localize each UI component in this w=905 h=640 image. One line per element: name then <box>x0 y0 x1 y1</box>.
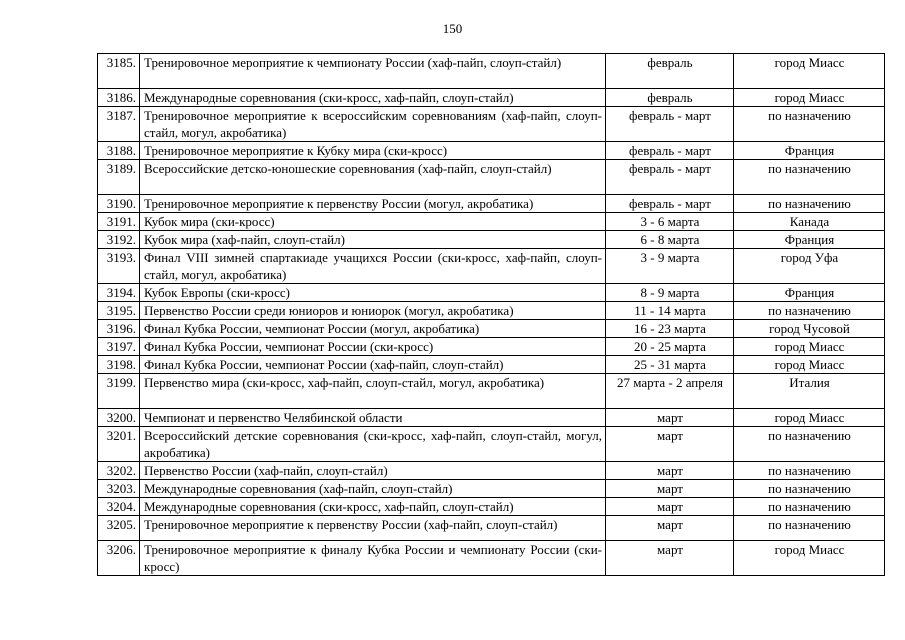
event-place: город Миасс <box>734 356 885 374</box>
row-number: 3202. <box>98 462 140 480</box>
event-name: Всероссийский детские соревнования (ски-кросс, хаф-пайп, слоуп-стайл, могул, акробатика) <box>140 427 606 462</box>
event-date: 8 - 9 марта <box>606 284 734 302</box>
event-date: февраль - март <box>606 195 734 213</box>
row-number: 3198. <box>98 356 140 374</box>
event-place: город Чусовой <box>734 320 885 338</box>
event-name: Финал Кубка России, чемпионат России (хаф-пайп, слоуп-стайл) <box>140 356 606 374</box>
row-number: 3189. <box>98 160 140 195</box>
event-name: Кубок Европы (ски-кросс) <box>140 284 606 302</box>
event-name: Чемпионат и первенство Челябинской области <box>140 409 606 427</box>
table-row <box>98 427 885 462</box>
event-date: февраль <box>606 89 734 107</box>
event-name: Кубок мира (ски-кросс) <box>140 213 606 231</box>
table-row <box>98 338 885 356</box>
row-number: 3190. <box>98 195 140 213</box>
event-name: Международные соревнования (хаф-пайп, слоуп-стайл) <box>140 480 606 498</box>
table-row <box>98 480 885 498</box>
event-name: Финал VIII зимней спартакиаде учащихся России (ски-кросс, хаф-пайп, слоуп-стайл, могул, акробатика) <box>140 249 606 284</box>
event-date: март <box>606 516 734 541</box>
events-table <box>97 53 885 576</box>
event-date: март <box>606 541 734 576</box>
row-number: 3188. <box>98 142 140 160</box>
event-place: город Миасс <box>734 89 885 107</box>
event-name: Тренировочное мероприятие к финалу Кубка России и чемпионату России (ски-кросс) <box>140 541 606 576</box>
event-place: по назначению <box>734 516 885 541</box>
table-row <box>98 409 885 427</box>
event-place: Канада <box>734 213 885 231</box>
event-place: город Миасс <box>734 541 885 576</box>
table-row <box>98 374 885 409</box>
row-number: 3204. <box>98 498 140 516</box>
table-row <box>98 249 885 284</box>
event-name: Финал Кубка России, чемпионат России (ски-кросс) <box>140 338 606 356</box>
event-date: 20 - 25 марта <box>606 338 734 356</box>
event-date: 11 - 14 марта <box>606 302 734 320</box>
event-place: по назначению <box>734 302 885 320</box>
event-place: город Уфа <box>734 249 885 284</box>
table-row <box>98 231 885 249</box>
row-number: 3195. <box>98 302 140 320</box>
event-place: Франция <box>734 284 885 302</box>
event-name: Кубок мира (хаф-пайп, слоуп-стайл) <box>140 231 606 249</box>
event-date: 25 - 31 марта <box>606 356 734 374</box>
event-name: Первенство России среди юниоров и юниорок (могул, акробатика) <box>140 302 606 320</box>
row-number: 3205. <box>98 516 140 541</box>
table-row <box>98 541 885 576</box>
event-name: Тренировочное мероприятие к чемпионату России (хаф-пайп, слоуп-стайл) <box>140 54 606 89</box>
event-place: по назначению <box>734 107 885 142</box>
event-place: город Миасс <box>734 338 885 356</box>
table-row <box>98 160 885 195</box>
table-row <box>98 356 885 374</box>
event-place: по назначению <box>734 462 885 480</box>
event-name: Первенство мира (ски-кросс, хаф-пайп, слоуп-стайл, могул, акробатика) <box>140 374 606 409</box>
table-row <box>98 284 885 302</box>
row-number: 3194. <box>98 284 140 302</box>
event-name: Международные соревнования (ски-кросс, хаф-пайп, слоуп-стайл) <box>140 498 606 516</box>
table-row <box>98 107 885 142</box>
event-date: 3 - 6 марта <box>606 213 734 231</box>
event-name: Тренировочное мероприятие к первенству России (могул, акробатика) <box>140 195 606 213</box>
table-row <box>98 498 885 516</box>
page-number: 150 <box>442 21 463 36</box>
row-number: 3200. <box>98 409 140 427</box>
row-number: 3191. <box>98 213 140 231</box>
event-place: город Миасс <box>734 54 885 89</box>
table-row <box>98 302 885 320</box>
event-place: Италия <box>734 374 885 409</box>
row-number: 3206. <box>98 541 140 576</box>
event-place: Франция <box>734 231 885 249</box>
row-number: 3193. <box>98 249 140 284</box>
event-date: 6 - 8 марта <box>606 231 734 249</box>
event-date: март <box>606 498 734 516</box>
table-row <box>98 462 885 480</box>
event-place: по назначению <box>734 498 885 516</box>
event-date: февраль - март <box>606 142 734 160</box>
event-place: Франция <box>734 142 885 160</box>
table-row <box>98 195 885 213</box>
event-name: Тренировочное мероприятие к первенству России (хаф-пайп, слоуп-стайл) <box>140 516 606 541</box>
row-number: 3187. <box>98 107 140 142</box>
row-number: 3186. <box>98 89 140 107</box>
event-place: по назначению <box>734 195 885 213</box>
row-number: 3196. <box>98 320 140 338</box>
event-date: март <box>606 409 734 427</box>
event-place: по назначению <box>734 480 885 498</box>
table-row <box>98 516 885 541</box>
row-number: 3197. <box>98 338 140 356</box>
table-row <box>98 142 885 160</box>
table-row <box>98 320 885 338</box>
event-name: Тренировочное мероприятие к всероссийским соревнованиям (хаф-пайп, слоуп-стайл, могул, акробатика) <box>140 107 606 142</box>
event-date: февраль - март <box>606 107 734 142</box>
row-number: 3192. <box>98 231 140 249</box>
row-number: 3201. <box>98 427 140 462</box>
event-date: февраль - март <box>606 160 734 195</box>
event-date: март <box>606 427 734 462</box>
event-date: 27 марта - 2 апреля <box>606 374 734 409</box>
row-number: 3203. <box>98 480 140 498</box>
event-name: Международные соревнования (ски-кросс, хаф-пайп, слоуп-стайл) <box>140 89 606 107</box>
event-place: по назначению <box>734 160 885 195</box>
event-place: по назначению <box>734 427 885 462</box>
table-row <box>98 54 885 89</box>
table-row <box>98 89 885 107</box>
event-date: февраль <box>606 54 734 89</box>
event-name: Всероссийские детско-юношеские соревнования (хаф-пайп, слоуп-стайл) <box>140 160 606 195</box>
table-row <box>98 213 885 231</box>
event-name: Первенство России (хаф-пайп, слоуп-стайл) <box>140 462 606 480</box>
event-name: Финал Кубка России, чемпионат России (могул, акробатика) <box>140 320 606 338</box>
event-date: март <box>606 480 734 498</box>
event-name: Тренировочное мероприятие к Кубку мира (ски-кросс) <box>140 142 606 160</box>
events-table-body <box>98 54 885 576</box>
event-date: 16 - 23 марта <box>606 320 734 338</box>
event-date: 3 - 9 марта <box>606 249 734 284</box>
row-number: 3199. <box>98 374 140 409</box>
event-date: март <box>606 462 734 480</box>
row-number: 3185. <box>98 54 140 89</box>
event-place: город Миасс <box>734 409 885 427</box>
